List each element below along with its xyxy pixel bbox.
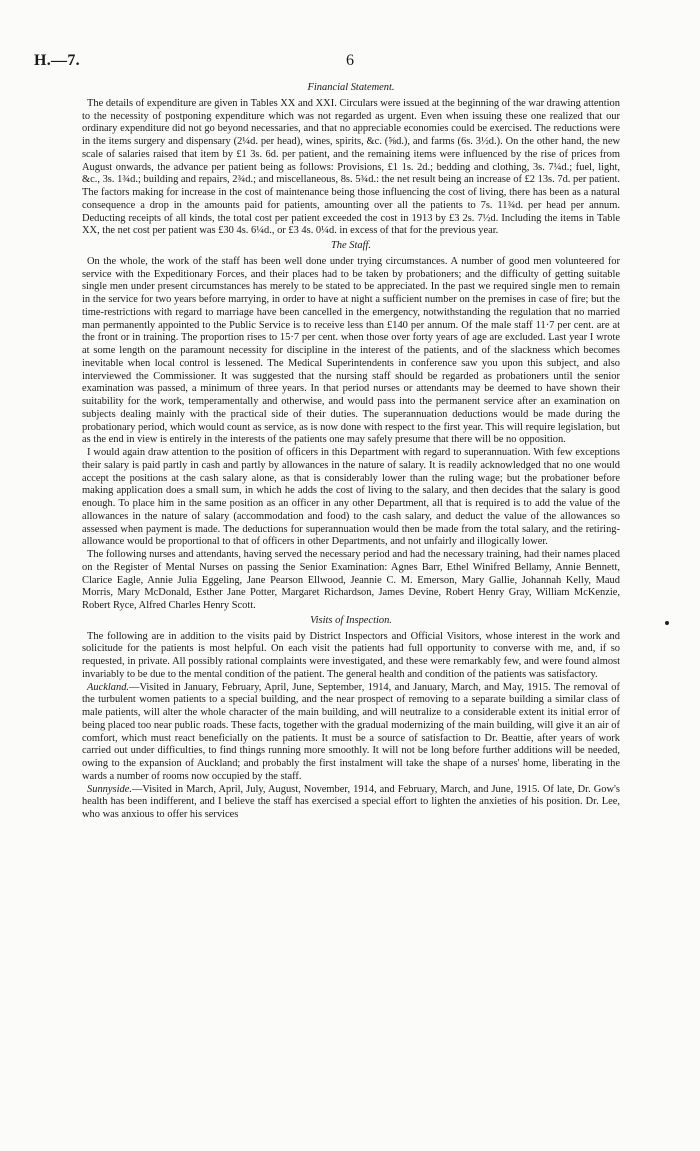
section-heading-visits: Visits of Inspection. [310,614,392,626]
place-name: Sunnyside. [87,783,132,795]
paragraph: The details of expenditure are given in Tables XX and XXI. Circulars were issued at the beginning of the war drawing attention to the necessity of postponing expenditure which was not regarded as urgent. Even when issuing these one realized that our ordinary expenditure did not go beyond necessaries, and that no appreciable economies could be exercised. The reductions were in the items surgery and dispensary (2¼d. per head), wines, spirits, &c. (⅝d.), and farms (6s. 3½d.). On the other hand, the new scale of salaries raised that item by £1 3s. 6d. per patient, and the remaining items were influenced by the rise of prices from August onwards, the advance per patient being as follows: Provisions, £1 1s. 2d.; bedding and clothing, 3s. 7¼d.; fuel, light, &c., 3s. 1¾d.; building and repairs, 2¾d.; and miscellaneous, 8s. 5¾d.: the net result being an increase of £2 13s. 7d. per patient. The factors making for increase in the cost of maintenance being those influencing the cost of living, there has been as a natural consequence a drop in the amounts paid for patients, amounting over all the patients to 7s. 11¾d. per head per annum. Deducting receipts of all kinds, the total cost per patient exceeded the cost in 1913 by £3 2s. 7½d. Including the items in Table XX, the net cost per patient was £30 4s. 6¼d., or £3 4s. 0¼d. in excess of that for the previous year. [82,97,620,237]
paragraph-auckland [82,682,620,784]
document-code: H.—7. [34,52,80,69]
paragraph-text: —Visited in March, April, July, August, November, 1914, and February, March, and June, 1915. Of late, Dr. Gow's health has been indifferent, and I believe the staff has exercised a special effort to lighten the anxieties of his position. Dr. Lee, who was anxious to offer his services [82,783,620,820]
paragraph-text: —Visited in January, February, April, June, September, 1914, and January, March, and May, 1915. The removal of the turbulent women patients to a special building, and the near prospect of removing to a separate building a similar class of male patients, will alter the whole character of the main building, and will neutralize to a considerable extent its initial error of being placed too near public roads. These facts, together with the gradual modernizing of the main building, will give it an air of comfort, which must react beneficially on the patients. It must be a source of satisfaction to Dr. Beattie, after years of work carried out under difficulties, to find things running more smoothly. It will not be long before further additions will be needed, owing to the expansion of Auckland; and probably the first instalment will take the shape of a nurses' home, liberating in the wards a number of rooms now occupied by the staff. [82,681,620,782]
paragraph: On the whole, the work of the staff has been well done under trying circumstances. A number of good men volunteered for service with the Expeditionary Forces, and their places had to be taken by probationers; and the difficulty of getting suitable single men under present circumstances has merely to be stated to be appreciated. In the past we required single men to remain in the service for two years before marrying, in order to have at night a sufficient number on the premises in case of fire; but the time-restrictions with regard to marriage have been cancelled in the emergency, notwithstanding the regulation that no married man permanently appointed to the Public Service is to receive less than £140 per annum. Of the male staff 11·7 per cent. are at the front or in training. The proportion rises to 15·7 per cent. when those over forty years of age are excluded. Last year I wrote at some length on the paramount necessity for discipline in the interest of the patients, and of the slackness which becomes inevitable when local control is lessened. The Medical Superintendents in conference saw you upon this subject, and also interviewed the Commissioner. It was suggested that the nursing staff should be regarded as probationers until the senior examination was passed, a minimum of three years. In that period nurses or attendants may be deemed to have shown their suitability for the work, temperamentally and otherwise, and would pass into the permanent service after an examination on subjects dealing mainly with the practical side of their duties. The superannuation deductions would be made during the probationary period, which would count as service, as is now done with respect to the first year. This will require legislation, but as the end in view is entirely in the interests of the patients one may safely presume that there will be no opposition. [82,255,620,446]
place-name: Auckland. [87,681,130,693]
section-heading-staff: The Staff. [330,240,371,251]
paragraph: The following nurses and attendants, having served the necessary period and had the necessary training, had their names placed on the Register of Mental Nurses on passing the Senior Examination: Agnes Barr, Ethel Winifred Bellamy, Annie Bennett, Clarice Eagle, Annie Julia Eggeling, Jane Pearson Ellwood, Jeannie C. M. Emerson, Mary Gallie, Johannah Kelly, Maud Morris, Mary McDonald, Esther Jane Potter, Margaret Richardson, James Devine, Robert Henry Gray, William McKenzie, Robert Ryce, Alfred Charles Henry Scott. [82,549,620,611]
paragraph: The following are in addition to the visits paid by District Inspectors and Official Visitors, whose interest in the work and solicitude for the patients is most helpful. On each visit the patients had full opportunity to converse with me, and, if so requested, in private. All possibly rational complaints were investigated, and these were remarkably few, and were found almost invariably to be due to the mental condition of the patient. The general health and condition of the patients was satisfactory. [82,630,620,680]
section-heading-financial: Financial Statement. [307,82,395,93]
margin-mark [665,621,669,625]
paragraph: I would again draw attention to the position of officers in this Department with regard to superannuation. With few exceptions their salary is paid partly in cash and partly by allowances in the nature of salary. It is readily acknowledged that no one would accept the positions at the cash salary alone, as that is considerably lower than the ruling wage; but the probationer before making application does a small sum, in which he adds the cost of living to the salary, and then decides that the salary is good enough. To place him in the same position as an officer in any other Department, all that is required is to add the value of the allowances in the nature of salary (accommodation and food) to the cash salary, and deduct the value of the allowances so assessed when payment is made. The deductions for superannuation would then be made from the total salary, and the retiring-allowance would be proportional to that of officers in other Departments, and not unfairly and illogically lower. [82,447,620,548]
document-body [82,80,620,822]
page-number: 6 [346,52,354,69]
paragraph-sunnyside [82,784,620,822]
